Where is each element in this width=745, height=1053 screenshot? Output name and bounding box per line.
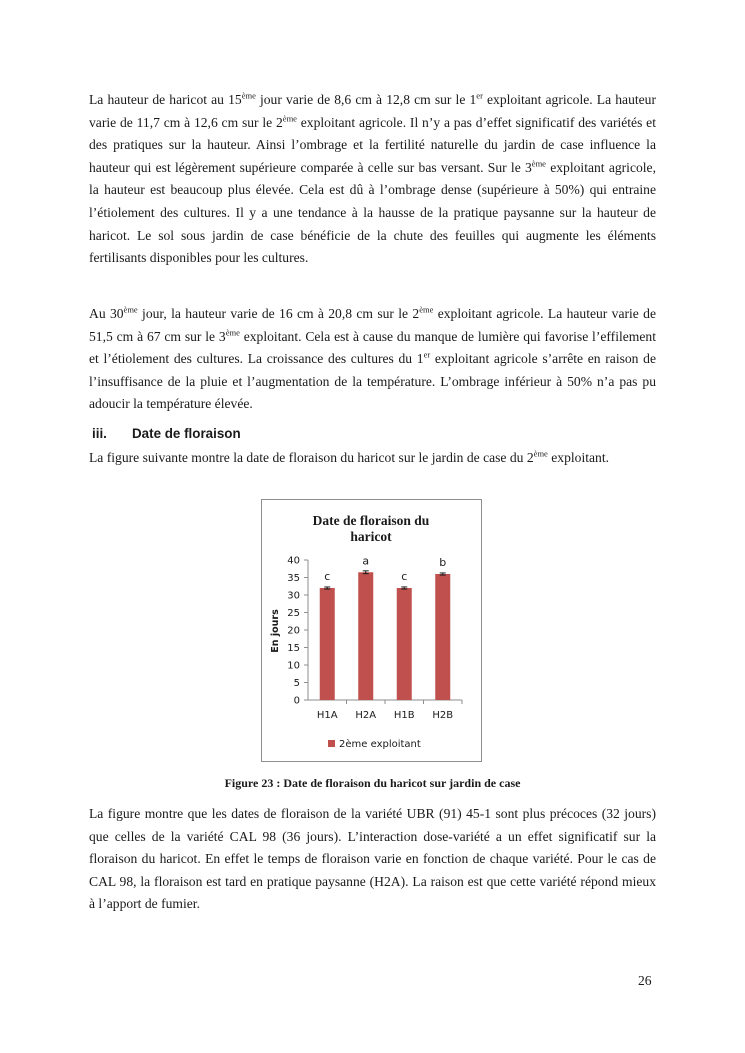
text-run: exploitant. [547, 450, 610, 465]
y-tick-label: 35 [287, 573, 300, 584]
y-tick-label: 20 [287, 625, 300, 637]
y-tick-label: 30 [287, 590, 300, 602]
bar-chart [262, 500, 481, 761]
paragraph-hauteur-30-jour [89, 303, 656, 416]
paragraph-discussion: La figure montre que les dates de floraison de la variété UBR (91) 45-1 sont plus précoces (32 jours) que celles de la variété CAL 98 (36 jours). L’interaction dose-variété a un effet significatif sur la floraison du haricot. En effet le temps de floraison varie en fonction de chaque variété. Pour le cas de CAL 98, la floraison est tard en pratique paysanne (H2A). La raison est que cette variété répond mieux à l’apport de fumier. [89, 806, 656, 912]
y-tick-label: 15 [287, 643, 300, 654]
section-heading [89, 426, 241, 441]
figure-caption: Figure 23 : Date de floraison du haricot sur jardin de case [224, 776, 521, 790]
bar [320, 588, 335, 700]
y-axis-label: En jours [270, 609, 281, 653]
legend-label: 2ème exploitant [339, 739, 421, 750]
x-tick-label: H2A [355, 710, 377, 721]
y-tick-label: 0 [293, 695, 300, 707]
plot-area [287, 554, 462, 721]
section-title: Date de floraison [132, 426, 241, 441]
chart-title-line-1: Date de floraison du [312, 513, 430, 528]
chart-frame [261, 499, 482, 762]
y-tick-label: 5 [293, 678, 300, 689]
text-run: jour, la hauteur varie de 16 cm à 20,8 cm sur le 2 [137, 306, 420, 321]
text-run: exploitant agricole. La hauteur varie de 51,5 cm à 67 cm sur le 3 [89, 306, 656, 344]
x-tick-label: H2B [432, 710, 454, 721]
y-tick-label: 40 [287, 555, 300, 567]
superscript: ème [241, 90, 256, 101]
y-tick-label: 25 [287, 608, 300, 619]
y-tick-label: 10 [287, 660, 300, 672]
page-number: 26 [638, 973, 652, 988]
superscript: ème [225, 327, 240, 338]
bar [397, 588, 412, 700]
x-tick-label: H1B [393, 710, 415, 721]
superscript: ème [419, 304, 434, 315]
bar [358, 572, 373, 700]
chart-title-line-2: haricot [350, 529, 392, 544]
text-run: La figure suivante montre la date de floraison du haricot sur le jardin de case du 2 [89, 450, 534, 465]
text-run: exploitant agricole, la hauteur est beaucoup plus élevée. Cela est dû à l’ombrage dense (supérieure à 50%) qui entraine l’étiolement des cultures. Il y a une tendance à la hausse de la pratique paysanne sur la hauteur de haricot. Le sol sous jardin de case bénéficie de la chute des feuilles qui augmente les éléments fertilisants disponibles pour les cultures. [89, 159, 656, 266]
superscript: er [476, 90, 483, 101]
significance-label: a [362, 554, 370, 568]
superscript: ème [123, 304, 138, 315]
superscript: er [423, 349, 431, 360]
text-run: exploitant agricole. La hauteur varie de 11,7 cm à 12,6 cm sur le 2 [89, 92, 657, 130]
paragraph-hauteur-15-jour [89, 89, 656, 270]
text-run: exploitant agricole. Il n’y a pas d’effet significatif des variétés et des pratiques sur la hauteur. Ainsi l’ombrage et la fertilité naturelle du jardin de case influence la hauteur qui est légèrement supérieure comparée à celle sur bas versant. Sur le 3 [89, 114, 656, 175]
significance-label: c [401, 570, 408, 583]
significance-label: b [439, 556, 447, 569]
text-run: La hauteur de haricot au 15 [89, 92, 242, 107]
text-run: exploitant agricole s’arrête en raison de l’insuffisance de la pluie et l’augmentation de la température. L’ombrage inférieur à 50% n’a pas pu adoucir la température élevée. [89, 351, 656, 412]
text-run: Au 30 [89, 306, 124, 321]
superscript: ème [282, 113, 297, 124]
text-run: jour varie de 8,6 cm à 12,8 cm sur le 1 [255, 92, 477, 107]
significance-label: c [324, 570, 331, 583]
legend-swatch [328, 740, 335, 747]
superscript: ème [531, 158, 546, 169]
superscript: ème [533, 448, 548, 459]
bar [435, 574, 450, 700]
text-run: exploitant. Cela est à cause du manque de lumière qui favorise l’effilement et l’étiolement des cultures. La croissance des cultures du 1 [89, 328, 656, 367]
paragraph-intro-figure [89, 447, 656, 470]
x-tick-label: H1A [316, 710, 338, 721]
section-number: iii. [92, 426, 107, 441]
